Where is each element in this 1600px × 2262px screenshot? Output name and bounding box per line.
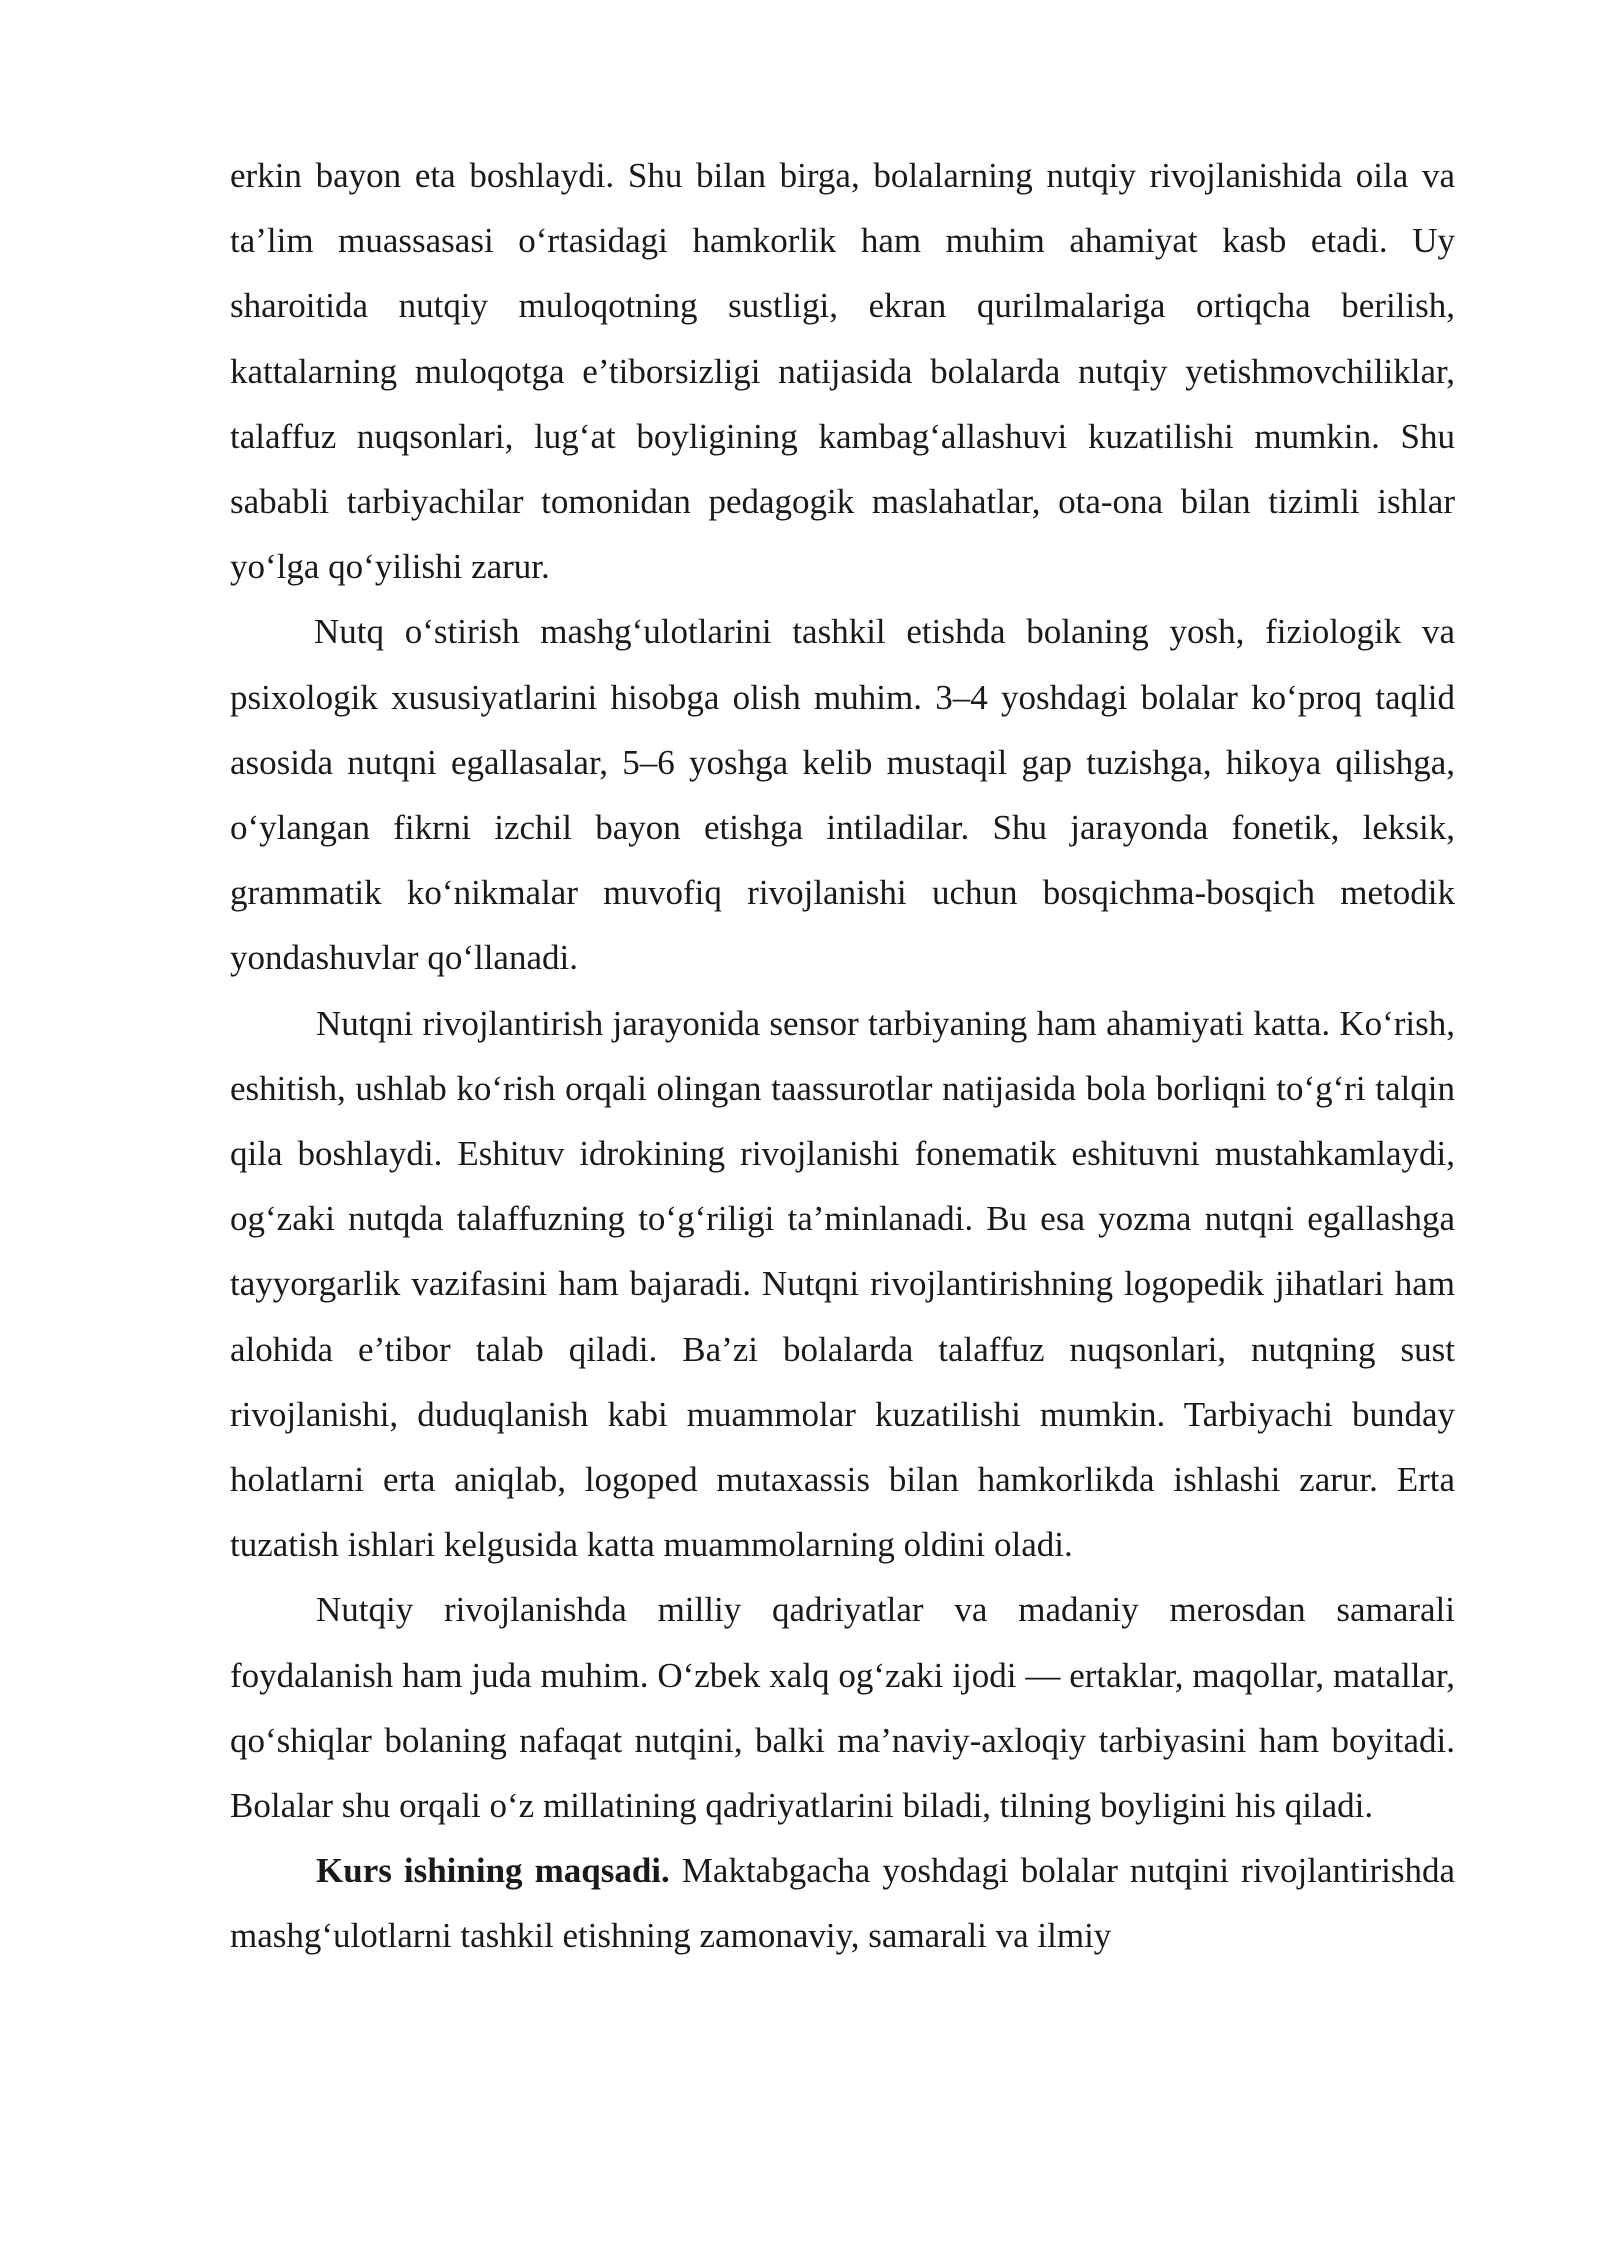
paragraph-4: Nutqiy rivojlanishda milliy qadriyatlar va madaniy merosdan samarali foydalanish ham juda muhim. O‘zbek xalq og‘zaki ijodi — ertaklar, maqollar, matallar, qo‘shiqlar bolaning nafaqat nutqini, balki ma’naviy-axloqiy tarbiyasini ham boyitadi. Bolalar shu orqali o‘z millatining qadriyatlarini biladi, tilning boyligini his qiladi. <box>230 1590 1455 1826</box>
paragraph-1: erkin bayon eta boshlaydi. Shu bilan birga, bolalarning nutqiy rivojlanishida oila va ta’lim muassasasi o‘rtasidagi hamkorlik ham muhim ahamiyat kasb etadi. Uy sharoitida nutqiy muloqotning sustligi, ekran qurilmalariga ortiqcha berilish, kattalarning muloqotga e’tiborsizligi natijasida bolalarda nutqiy yetishmovchiliklar, talaffuz nuqsonlari, lug‘at boyligining kambag‘allashuvi kuzatilishi mumkin. Shu sababli tarbiyachilar tomonidan pedagogik maslahatlar, ota-ona bilan tizimli ishlar yo‘lga qo‘yilishi zarur. <box>230 156 1455 587</box>
paragraph-5 <box>230 1838 1455 1968</box>
document-body <box>230 143 1455 1969</box>
course-goal-heading: Kurs ishining maqsadi. <box>316 1851 670 1891</box>
paragraph-2: Nutq o‘stirish mashg‘ulotlarini tashkil etishda bolaning yosh, fiziologik va psixologik xususiyatlarini hisobga olish muhim. 3–4 yoshdagi bolalar ko‘proq taqlid asosida nutqni egallasalar, 5–6 yoshga kelib mustaqil gap tuzishga, hikoya qilishga, o‘ylangan fikrni izchil bayon etishga intiladilar. Shu jarayonda fonetik, leksik, grammatik ko‘nikmalar muvofiq rivojlanishi uchun bosqichma-bosqich metodik yondashuvlar qo‘llanadi. <box>230 612 1455 978</box>
paragraph-3: Nutqni rivojlantirish jarayonida sensor tarbiyaning ham ahamiyati katta. Ko‘rish, eshitish, ushlab ko‘rish orqali olingan taassurotlar natijasida bola borliqni to‘g‘ri talqin qila boshlaydi. Eshituv idrokining rivojlanishi fonematik eshituvni mustahkamlaydi, og‘zaki nutqda talaffuzning to‘g‘riligi ta’minlanadi. Bu esa yozma nutqni egallashga tayyorgarlik vazifasini ham bajaradi. Nutqni rivojlantirishning logopedik jihatlari ham alohida e’tibor talab qiladi. Ba’zi bolalarda talaffuz nuqsonlari, nutqning sust rivojlanishi, duduqlanish kabi muammolar kuzatilishi mumkin. Tarbiyachi bunday holatlarni erta aniqlab, logoped mutaxassis bilan hamkorlikda ishlashi zarur. Erta tuzatish ishlari kelgusida katta muammolarning oldini oladi. <box>230 1003 1455 1565</box>
paragraph-5-text: Maktabgacha yoshdagi bolalar nutqini rivojlantirishda mashg‘ulotlarni tashkil etishning zamonaviy, samarali va ilmiy <box>230 1851 1456 1956</box>
